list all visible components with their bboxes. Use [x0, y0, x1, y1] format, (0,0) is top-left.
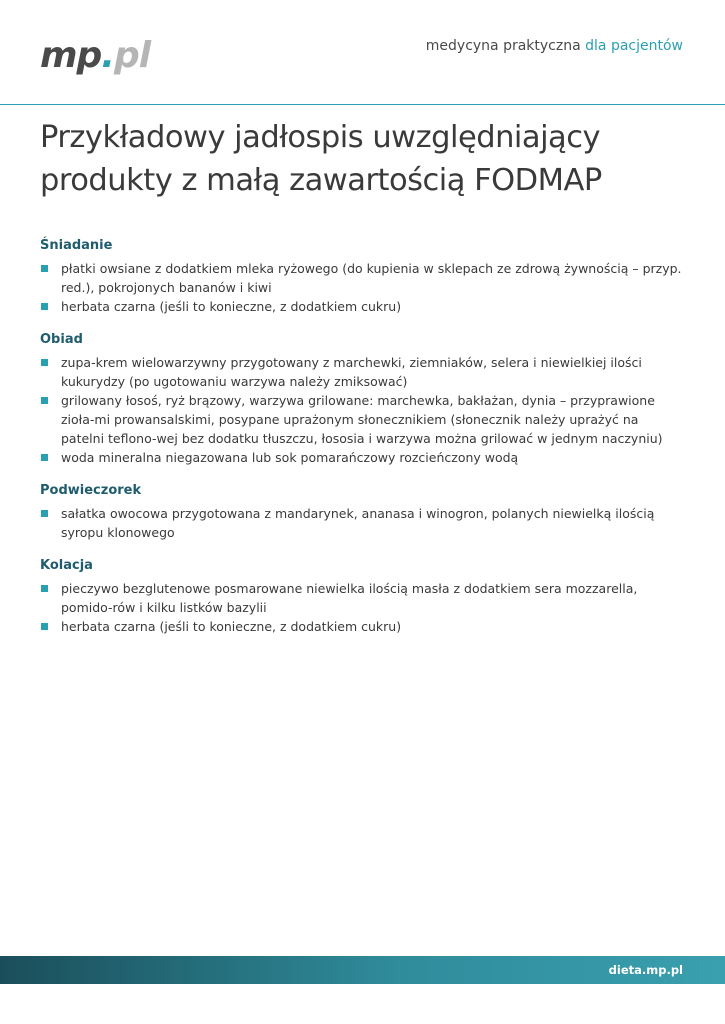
list-item: [40, 391, 685, 448]
square-bullet-icon: [41, 454, 48, 461]
page-title: [40, 116, 700, 202]
list-item: [40, 579, 685, 617]
list-item-text: herbata czarna (jeśli to konieczne, z dodatkiem cukru): [61, 619, 402, 634]
header-divider: [0, 104, 725, 105]
section-kolacja: [40, 558, 685, 636]
list-item: [40, 297, 685, 316]
list-item-text: sałatka owocowa przygotowana z mandarynek, ananasa i winogron, polanych niewielką ilością syropu klonowego: [61, 506, 655, 540]
logo-pl: pl: [113, 35, 151, 76]
list-item: [40, 259, 685, 297]
square-bullet-icon: [41, 585, 48, 592]
section-heading: Podwieczorek: [40, 483, 142, 498]
list-item-text: zupa-krem wielowarzywny przygotowany z marchewki, ziemniaków, selera i niewielkiej ilości kukurydzy (po ugotowaniu warzywa należy zmiksować): [61, 355, 642, 389]
logo-mp: mp: [40, 35, 102, 76]
square-bullet-icon: [41, 303, 48, 310]
footer-url-link[interactable]: dieta.mp.pl: [608, 963, 683, 977]
section-heading: Kolacja: [40, 558, 93, 573]
list-item-text: pieczywo bezglutenowe posmarowane niewielka ilością masła z dodatkiem sera mozzarella, pomido-rów i kilku listków bazylii: [61, 581, 638, 615]
square-bullet-icon: [41, 265, 48, 272]
list-item-text: woda mineralna niegazowana lub sok pomarańczowy rozcieńczony wodą: [61, 450, 519, 465]
mp-pl-logo[interactable]: [40, 35, 151, 76]
section-sniadanie: [40, 238, 685, 316]
section-obiad: [40, 332, 685, 467]
square-bullet-icon: [41, 359, 48, 366]
footer-bar: [0, 956, 725, 984]
tagline-main: medycyna praktyczna: [425, 38, 581, 54]
square-bullet-icon: [41, 397, 48, 404]
list-item: [40, 448, 685, 467]
item-list: [40, 353, 685, 467]
section-heading: Śniadanie: [40, 238, 113, 253]
list-item-text: grilowany łosoś, ryż brązowy, warzywa grilowane: marchewka, bakłażan, dynia – przyprawione zioła-mi prowansalskimi, posypane uprażonym słonecznikiem (słonecznik należy uprażyć na patelni teflono-wej bez dodatku tłuszczu, łososia i warzywa można grilować w jednym naczyniu): [61, 393, 663, 446]
title-line-2: produkty z małą zawartością FODMAP: [40, 163, 602, 198]
meal-plan: [40, 238, 685, 652]
section-podwieczorek: [40, 483, 685, 542]
tagline-accent: dla pacjentów: [585, 38, 683, 54]
list-item-text: herbata czarna (jeśli to konieczne, z dodatkiem cukru): [61, 299, 402, 314]
list-item: [40, 617, 685, 636]
square-bullet-icon: [41, 510, 48, 517]
square-bullet-icon: [41, 623, 48, 630]
list-item: [40, 353, 685, 391]
item-list: [40, 579, 685, 636]
item-list: [40, 504, 685, 542]
item-list: [40, 259, 685, 316]
site-tagline: [426, 38, 683, 54]
logo-dot: .: [101, 35, 114, 76]
title-line-1: Przykładowy jadłospis uwzględniający: [40, 120, 601, 155]
list-item-text: płatki owsiane z dodatkiem mleka ryżowego (do kupienia w sklepach ze zdrową żywnością – przyp. red.), pokrojonych bananów i kiwi: [61, 261, 682, 295]
section-heading: Obiad: [40, 332, 83, 347]
list-item: [40, 504, 685, 542]
